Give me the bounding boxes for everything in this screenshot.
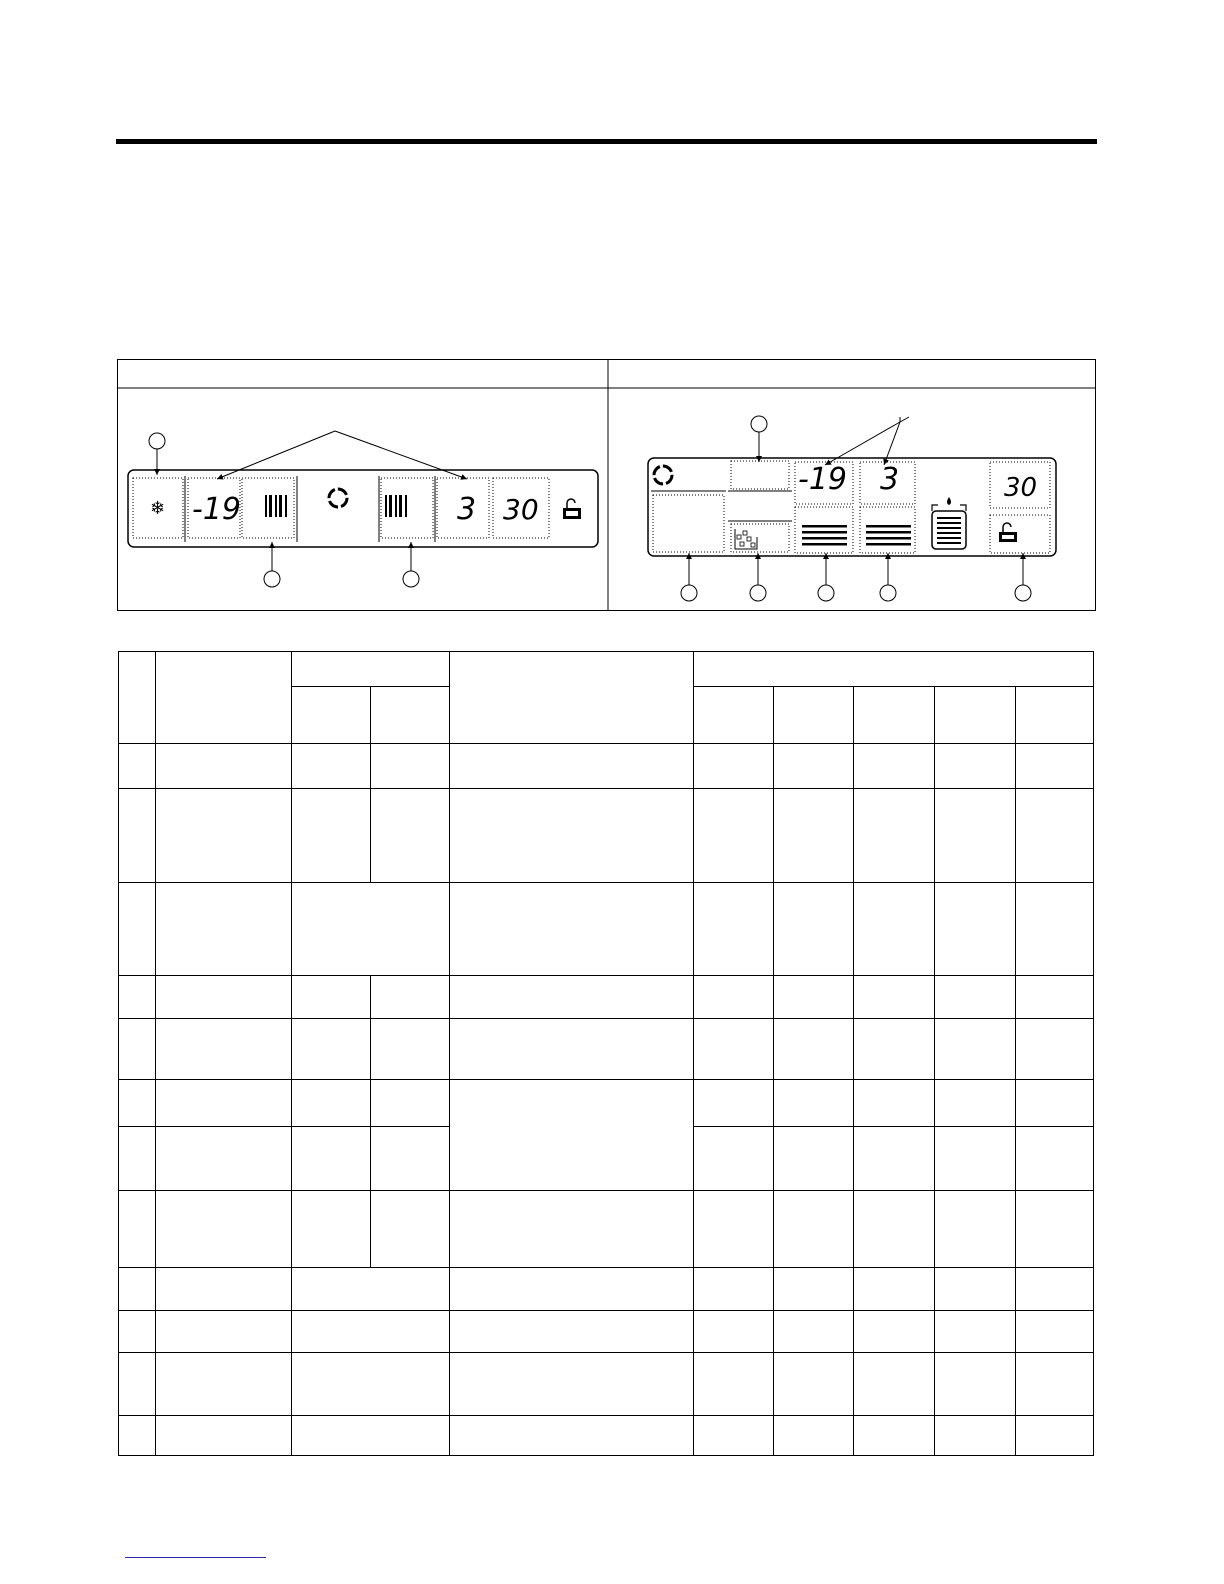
table-cell xyxy=(774,1416,854,1456)
callout-marker xyxy=(750,585,766,601)
table-cell xyxy=(1016,976,1094,1019)
freezer-bar-gauge-icon xyxy=(265,495,287,517)
table-cell xyxy=(854,1080,935,1127)
table-cell xyxy=(119,744,156,789)
table-cell xyxy=(292,1019,371,1080)
table-cell xyxy=(935,1353,1016,1416)
right-freezer-temp-readout: -19 xyxy=(798,462,847,497)
table-cell xyxy=(371,687,450,744)
table-row xyxy=(119,1019,1094,1080)
table-cell xyxy=(694,883,774,976)
table-cell xyxy=(935,1416,1016,1456)
table-cell xyxy=(119,1127,156,1191)
lock-icon xyxy=(999,523,1017,542)
table-cell xyxy=(292,1191,371,1268)
table-cell xyxy=(935,1191,1016,1268)
table-cell xyxy=(935,687,1016,744)
table-row xyxy=(119,789,1094,883)
table-cell xyxy=(292,976,371,1019)
table-cell xyxy=(1016,1191,1094,1268)
table-cell xyxy=(694,976,774,1019)
table-cell xyxy=(935,1268,1016,1311)
table-cell xyxy=(694,1019,774,1080)
table-row xyxy=(119,1416,1094,1456)
table-cell xyxy=(371,744,450,789)
callout-marker xyxy=(403,571,419,587)
table-row xyxy=(119,1080,1094,1127)
table-cell xyxy=(292,1080,371,1127)
table-cell xyxy=(854,744,935,789)
table-cell xyxy=(935,1080,1016,1127)
table-cell xyxy=(450,789,694,883)
table-cell xyxy=(292,687,371,744)
table-cell xyxy=(156,883,292,976)
table-cell xyxy=(1016,1019,1094,1080)
right-timer-readout: 30 xyxy=(1004,473,1038,503)
table-cell xyxy=(774,744,854,789)
table-cell xyxy=(774,976,854,1019)
table-cell xyxy=(694,744,774,789)
table-cell xyxy=(1016,744,1094,789)
table-cell xyxy=(1016,789,1094,883)
callout-marker xyxy=(681,585,697,601)
lock-icon xyxy=(563,499,581,519)
table-cell xyxy=(694,1353,774,1416)
table-cell xyxy=(119,976,156,1019)
table-cell xyxy=(292,744,371,789)
table-cell xyxy=(119,789,156,883)
table-row xyxy=(119,1268,1094,1311)
callout-marker xyxy=(818,585,834,601)
table-cell xyxy=(935,976,1016,1019)
table-cell xyxy=(292,1353,450,1416)
table-cell xyxy=(119,1311,156,1353)
left-fridge-temp-readout: 3 xyxy=(457,492,477,527)
table-cell xyxy=(156,1353,292,1416)
table-cell xyxy=(774,1311,854,1353)
table-row xyxy=(119,1353,1094,1416)
table-cell xyxy=(450,1080,694,1191)
table-cell xyxy=(450,1268,694,1311)
table-cell xyxy=(119,652,156,744)
table-row xyxy=(119,1311,1094,1353)
table-cell xyxy=(450,652,694,744)
table-cell xyxy=(1016,687,1094,744)
table-cell xyxy=(292,1416,450,1456)
table-cell xyxy=(156,789,292,883)
fan-icon xyxy=(329,489,347,507)
table-cell xyxy=(854,1311,935,1353)
table-cell xyxy=(935,1019,1016,1080)
table-cell xyxy=(854,1353,935,1416)
table-row xyxy=(119,1191,1094,1268)
table-cell xyxy=(119,1080,156,1127)
left-display-panel xyxy=(128,431,598,587)
table-cell xyxy=(694,1416,774,1456)
table-row xyxy=(119,883,1094,976)
left-timer-readout: 30 xyxy=(503,493,539,526)
table-cell xyxy=(156,1416,292,1456)
table-cell xyxy=(119,1191,156,1268)
table-cell xyxy=(694,1311,774,1353)
spec-table xyxy=(118,651,1094,1456)
callout-marker xyxy=(1015,585,1031,601)
table-cell xyxy=(450,1416,694,1456)
table-cell xyxy=(694,1268,774,1311)
display-diagram xyxy=(117,359,1097,612)
table-cell xyxy=(935,744,1016,789)
fridge-bar-gauge-icon xyxy=(385,495,407,517)
table-cell xyxy=(774,687,854,744)
fridge-level-bars-icon xyxy=(866,525,911,546)
table-cell xyxy=(292,652,450,687)
table-cell xyxy=(854,883,935,976)
table-cell xyxy=(1016,1353,1094,1416)
table-cell xyxy=(854,1127,935,1191)
callout-marker xyxy=(149,433,165,449)
table-cell xyxy=(156,1268,292,1311)
table-cell xyxy=(156,976,292,1019)
table-cell xyxy=(1016,1311,1094,1353)
table-cell xyxy=(450,1353,694,1416)
table-cell xyxy=(292,1311,450,1353)
fan-icon xyxy=(654,466,672,484)
table-cell xyxy=(156,1311,292,1353)
table-cell xyxy=(774,1191,854,1268)
table-cell xyxy=(854,976,935,1019)
table-cell xyxy=(935,883,1016,976)
table-cell xyxy=(119,1353,156,1416)
table-cell xyxy=(156,1019,292,1080)
table-cell xyxy=(450,744,694,789)
table-cell xyxy=(119,883,156,976)
table-cell xyxy=(156,744,292,789)
table-cell xyxy=(854,1416,935,1456)
callout-marker xyxy=(880,585,896,601)
ice-cubes-icon xyxy=(735,529,757,549)
table-cell xyxy=(292,883,450,976)
table-cell xyxy=(774,883,854,976)
left-freezer-temp-readout: -19 xyxy=(192,492,241,527)
table-cell xyxy=(156,1080,292,1127)
table-cell xyxy=(450,883,694,976)
table-cell xyxy=(694,789,774,883)
table-cell xyxy=(774,1127,854,1191)
table-row xyxy=(119,976,1094,1019)
table-cell xyxy=(292,1268,450,1311)
callout-marker xyxy=(751,416,767,432)
table-cell xyxy=(854,687,935,744)
table-cell xyxy=(694,1191,774,1268)
freezer-level-bars-icon xyxy=(802,525,847,546)
table-cell xyxy=(371,976,450,1019)
table-cell xyxy=(450,1019,694,1080)
table-cell xyxy=(371,1127,450,1191)
table-cell xyxy=(694,1127,774,1191)
snowflake-icon: ❄ xyxy=(150,498,166,519)
table-cell xyxy=(935,789,1016,883)
callout-marker xyxy=(264,571,280,587)
table-cell xyxy=(292,789,371,883)
table-cell xyxy=(1016,1416,1094,1456)
table-cell xyxy=(694,1080,774,1127)
table-cell xyxy=(450,1311,694,1353)
table-cell xyxy=(854,789,935,883)
table-cell xyxy=(694,652,1094,687)
table-cell xyxy=(371,1080,450,1127)
right-fridge-temp-readout: 3 xyxy=(880,462,900,497)
table-cell xyxy=(935,1311,1016,1353)
table-cell xyxy=(854,1268,935,1311)
table-cell xyxy=(156,652,292,744)
table-cell xyxy=(935,1127,1016,1191)
table-cell xyxy=(371,1019,450,1080)
table-cell xyxy=(1016,1268,1094,1311)
table-cell xyxy=(119,1416,156,1456)
table-cell xyxy=(774,1353,854,1416)
table-cell xyxy=(1016,883,1094,976)
water-tank-icon xyxy=(932,497,966,549)
table-cell xyxy=(450,1191,694,1268)
table-cell xyxy=(371,1191,450,1268)
table-cell xyxy=(450,976,694,1019)
table-row xyxy=(119,744,1094,789)
table-cell xyxy=(1016,1080,1094,1127)
table-header-row xyxy=(119,652,1094,687)
footer-link-underline xyxy=(125,1557,266,1558)
table-cell xyxy=(694,687,774,744)
table-cell xyxy=(292,1127,371,1191)
table-cell xyxy=(156,1191,292,1268)
header-rule xyxy=(116,139,1097,144)
table-cell xyxy=(774,1019,854,1080)
table-cell xyxy=(119,1019,156,1080)
table-cell xyxy=(774,1268,854,1311)
table-cell xyxy=(1016,1127,1094,1191)
table-cell xyxy=(119,1268,156,1311)
table-cell xyxy=(774,789,854,883)
table-cell xyxy=(854,1191,935,1268)
table-cell xyxy=(156,1127,292,1191)
table-cell xyxy=(774,1080,854,1127)
right-display-panel xyxy=(648,416,1056,601)
table-cell xyxy=(371,789,450,883)
table-cell xyxy=(854,1019,935,1080)
